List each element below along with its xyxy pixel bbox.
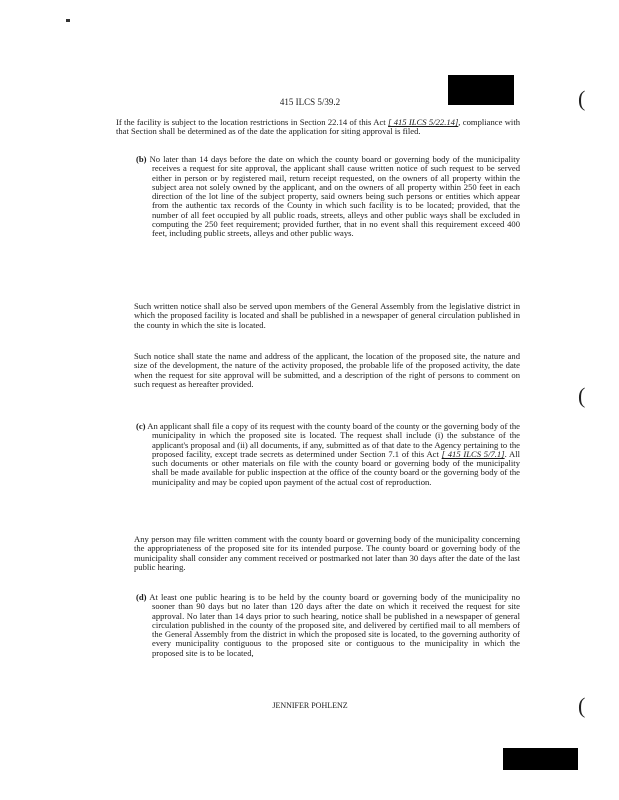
statute-link-22-14[interactable]: [ 415 ILCS 5/22.14]: [388, 117, 459, 127]
section-c: (c) An applicant shall file a copy of its request with the county board of the county or the governing body of the municipality in which the proposed site is located. The request shall include (i) the substance of the applicant's proposal and (ii) all documents, if any, submitted as of that date to the Agency pertaining to the proposed facility, except trade secrets as determined under Section 7.1 of this Act [ 415 ILCS 5/7.1]. All such documents or other materials on file with the county board or governing body of the municipality shall be made available for public inspection at the office of the county board or the governing body of the municipality and may be copied upon payment of the actual cost of reproduction.: [136, 421, 520, 487]
section-b: [136, 155, 520, 239]
section-b-text: No later than 14 days before the date on which the county board or governing body of the municipality receives a request for site approval, the applicant shall cause written notice of such request to be served either in person or by registered mail, return receipt requested, on the owners of all property within the subject area not solely owned by the applicant, and on the owners of all property within 250 feet in each direction of the lot line of the subject property, said owners being such persons or entities which appear from the authentic tax records of the County in which such facility is to be located; provided, that the number of all feet occupied by all public roads, streets, alleys and other public ways shall be excluded in computing the 250 feet requirement; provided further, that in no event shall this requirement exceed 400 feet, including public streets, alleys and other public ways.: [149, 154, 520, 239]
margin-paren-1: (: [578, 86, 586, 111]
margin-paren-3: (: [578, 693, 586, 718]
speck: [66, 19, 70, 22]
section-c-label: (c): [136, 421, 146, 431]
section-b-label: (b): [136, 154, 147, 164]
page-header: 415 ILCS 5/39.2: [279, 97, 341, 107]
paragraph-notice-contents: Such notice shall state the name and address of the applicant, the location of the proposed site, the nature and size of the development, the nature of the activity proposed, the probable life of the proposed activity, the date when the request for site approval will be submitted, and a description of the right of persons to comment on such request as hereafter provided.: [134, 351, 520, 389]
paragraph-written-comment: Any person may file written comment with the county board or governing body of the municipality concerning the appropriateness of the proposed site for its intended purpose. The county board or governing body of the municipality shall consider any comment received or postmarked not later than 30 days after the date of the last public hearing.: [134, 534, 520, 572]
section-d-text: At least one public hearing is to be held by the county board or governing body of the municipality no sooner than 90 days but no later than 120 days after the date on which it received the request for site approval. No later than 14 days prior to such hearing, notice shall be published in a newspaper of general circulation published in the county of the proposed site, and delivered by certified mail to all members of the General Assembly from the district in which the proposed site is located, to the governing authority of every municipality contiguous to the proposed site or contiguous to the municipality in which the proposed site is to be located,: [149, 592, 520, 658]
redaction-box-top: [448, 75, 514, 105]
paragraph-notice-general-assembly: Such written notice shall also be served upon members of the General Assembly from the legislative district in which the proposed facility is located and shall be published in a newspaper of general circulation published in the county in which the site is located.: [134, 301, 520, 330]
intro-paragraph: If the facility is subject to the location restrictions in Section 22.14 of this Act [ 415 ILCS 5/22.14], compliance with that Section shall be determined as of the date the application for siting approval is filed.: [116, 117, 521, 137]
margin-paren-2: (: [578, 383, 586, 408]
section-d: [136, 593, 520, 658]
statute-link-7-1[interactable]: [ 415 ILCS 5/7.1]: [441, 448, 505, 459]
page-footer: JENNIFER POHLENZ: [272, 701, 348, 710]
section-d-label: (d): [136, 592, 147, 602]
redaction-box-bottom: [503, 748, 578, 770]
